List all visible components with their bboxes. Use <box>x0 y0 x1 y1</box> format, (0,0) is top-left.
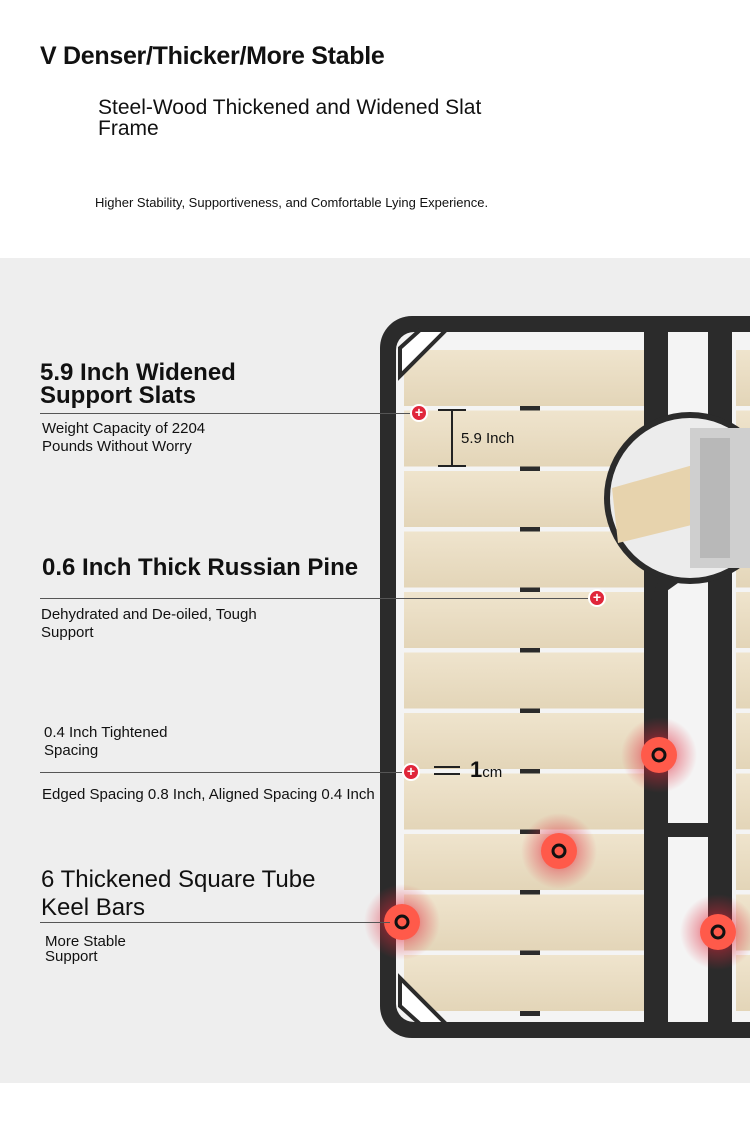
slats-callout-body <box>42 420 205 456</box>
pine-body-line2: Support <box>41 624 94 641</box>
gap-value: 1 <box>470 757 483 782</box>
slats-body-line2: Pounds Without Worry <box>42 438 192 455</box>
page-subtitle: Steel-Wood Thickened and Widened Slat Frame <box>98 96 482 140</box>
spacing-leader-line <box>40 772 402 773</box>
keel-body-line2: Support <box>45 948 98 965</box>
slats-title-line2: Support Slats <box>40 382 197 409</box>
slat-clip <box>520 527 540 532</box>
slat-clip <box>520 1011 540 1016</box>
wood-slat-right <box>736 653 750 709</box>
wood-slat <box>404 592 644 648</box>
rail-crossbar <box>668 823 708 837</box>
wood-slat-right <box>736 774 750 830</box>
pine-plus-marker[interactable]: + <box>588 589 606 607</box>
wood-slat <box>404 532 644 588</box>
spacing-callout-title <box>44 724 167 760</box>
keel-body-line1: More Stable <box>45 933 126 950</box>
slat-clip <box>520 406 540 411</box>
pine-callout-title: 0.6 Inch Thick Russian Pine <box>42 554 359 581</box>
slat-clip <box>520 709 540 714</box>
keel-marker <box>621 717 697 793</box>
page-description: Higher Stability, Supportiveness, and Comfortable Lying Experience. <box>95 195 489 210</box>
slat-clip <box>520 890 540 895</box>
keel-callout-title <box>41 866 315 922</box>
slats-plus-marker[interactable]: + <box>410 404 428 422</box>
wood-slat-right <box>736 592 750 648</box>
wood-slat-right <box>736 834 750 890</box>
wood-slat <box>404 955 644 1011</box>
spacing-callout-body: Edged Spacing 0.8 Inch, Aligned Spacing 0.4 Inch <box>42 786 375 803</box>
wood-slat-right <box>736 350 750 406</box>
wood-slat <box>404 895 644 951</box>
wood-slat <box>404 713 644 769</box>
wood-slat <box>404 411 644 467</box>
spacing-plus-marker[interactable]: + <box>402 763 420 781</box>
keel-title-line2: Keel Bars <box>41 894 146 921</box>
slats-callout-title <box>40 361 236 407</box>
pine-leader-line <box>40 598 588 599</box>
keel-marker <box>521 813 597 889</box>
slat-clip <box>520 648 540 653</box>
gap-label <box>470 757 502 783</box>
slat-clip <box>520 467 540 472</box>
gap-unit: cm <box>482 764 503 781</box>
wood-slat <box>404 774 644 830</box>
slats-title-line1: 5.9 Inch Widened <box>40 359 236 386</box>
keel-callout-body <box>45 934 126 964</box>
pine-callout-body <box>41 606 257 642</box>
keel-leader-line <box>40 922 390 923</box>
slats-leader-line <box>40 413 410 414</box>
spacing-title-line1: 0.4 Inch Tightened <box>44 724 168 741</box>
slat-clip <box>520 769 540 774</box>
slats-body-line1: Weight Capacity of 2204 <box>42 420 206 437</box>
page-title: V Denser/Thicker/More Stable <box>40 42 385 70</box>
pine-body-line1: Dehydrated and De-oiled, Tough <box>41 606 257 623</box>
slat-clip <box>520 588 540 593</box>
wood-slat <box>404 350 644 406</box>
spacing-title-line2: Spacing <box>44 742 99 759</box>
wood-slat <box>404 653 644 709</box>
slat-clip <box>520 951 540 956</box>
wood-slat-right <box>736 713 750 769</box>
slat-width-label: 5.9 Inch <box>461 430 515 447</box>
keel-title-line1: 6 Thickened Square Tube <box>41 866 316 893</box>
